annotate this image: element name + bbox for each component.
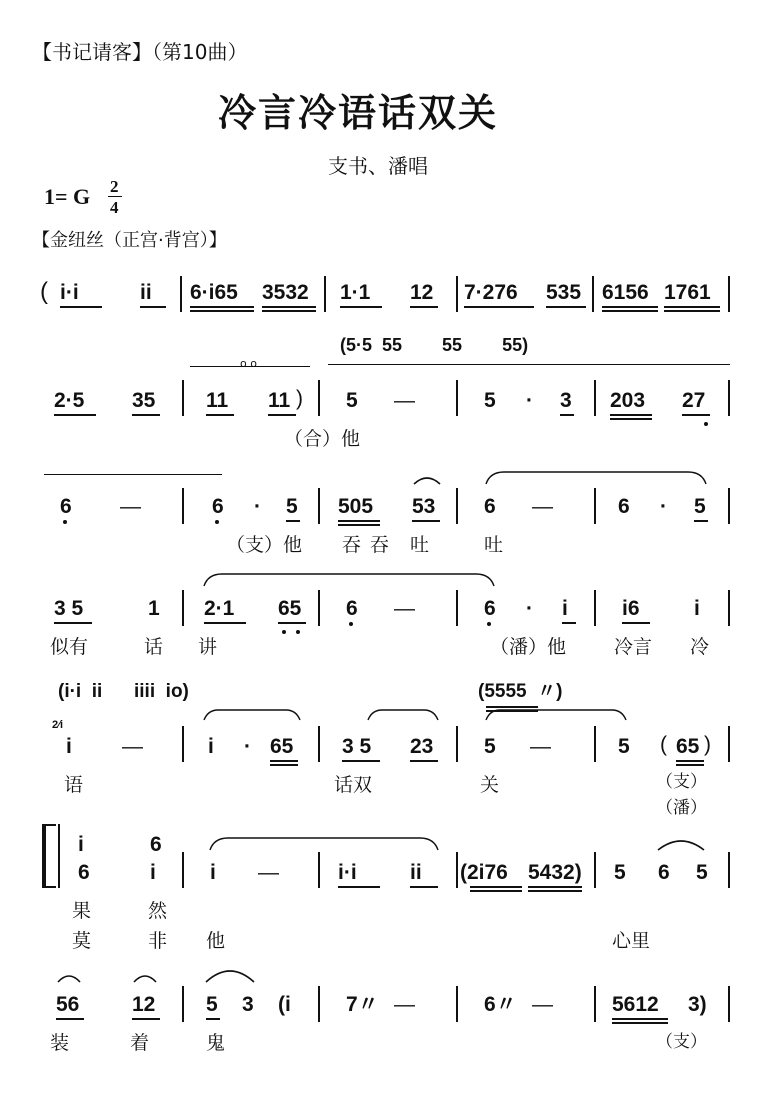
lyric: 心里 [612, 930, 651, 952]
beam-underline [612, 1022, 668, 1024]
barline [728, 726, 730, 762]
barline [594, 380, 596, 416]
tie-arc [656, 838, 706, 852]
note: 5 [614, 861, 626, 884]
note: 6 [658, 861, 670, 884]
note-group: 5432) [528, 861, 582, 884]
note-group: (2i76 [460, 861, 508, 884]
beam-underline [54, 622, 92, 624]
note-group: 5612 [612, 993, 659, 1016]
lyric: 吐 [410, 534, 430, 556]
lyric: （支） [656, 1032, 707, 1052]
dot: · [660, 495, 667, 518]
accompaniment: (5·5 55 55 55) [340, 335, 529, 355]
low-dot [704, 422, 708, 426]
barline [456, 726, 458, 762]
note-group: 3 5 [342, 735, 372, 758]
note-group: i·i [338, 861, 357, 884]
low-dot [296, 630, 300, 634]
tie-arc [204, 968, 256, 984]
lower-note: i [150, 861, 156, 884]
note-group: ii [410, 861, 422, 884]
beam-underline [412, 520, 440, 522]
beam-underline [190, 310, 254, 312]
time-sig-line [108, 196, 122, 197]
note-group: 3) [688, 993, 707, 1016]
slur-line [328, 364, 730, 365]
tie-arc [202, 572, 496, 588]
lyric: 冷言 [614, 636, 653, 658]
fermata-marks: o o [240, 357, 257, 370]
barline [728, 590, 730, 626]
note-group: 53 [412, 495, 436, 518]
note: 6 [484, 597, 496, 620]
lyric: 着 [130, 1032, 150, 1054]
note: i [66, 735, 72, 758]
dash: — [120, 495, 141, 518]
barline [318, 488, 320, 524]
grace-note: 2⁄i [52, 719, 64, 731]
note-group: (i [278, 993, 291, 1016]
section-label: 【书记请客】（第10曲） [32, 40, 248, 64]
barline [456, 852, 458, 888]
performers: 支书、潘唱 [328, 154, 428, 178]
beam-underline [270, 764, 298, 766]
beam-underline [528, 886, 582, 888]
brace-line [42, 824, 46, 888]
beam-underline [560, 414, 574, 416]
lyric: 话双 [334, 774, 373, 796]
note: 5 [694, 495, 706, 518]
beam-underline [286, 520, 300, 522]
note: 5 [484, 389, 496, 412]
beam-underline [270, 760, 298, 762]
note: 5 [286, 495, 298, 518]
tune-name: 【金纽丝（正宫·背宫）】 [32, 230, 227, 251]
beam-underline [664, 306, 720, 308]
lyric: 鬼 [206, 1032, 226, 1054]
brace-top [42, 824, 56, 826]
beam-underline [410, 306, 438, 308]
barline [318, 986, 320, 1022]
note-group: 3 5 [54, 597, 84, 620]
beam-underline [342, 760, 380, 762]
beam-underline [470, 886, 522, 888]
note-group: 505 [338, 495, 374, 518]
low-dot [63, 520, 67, 524]
barline [318, 380, 320, 416]
slur-line [44, 474, 222, 475]
note-group: i·i [60, 281, 79, 304]
barline [594, 488, 596, 524]
note: 5 [206, 993, 218, 1016]
note: 6 [212, 495, 224, 518]
note-group: 535 [546, 281, 582, 304]
dash: — [258, 861, 279, 884]
lyric: 关 [480, 774, 500, 796]
low-dot [349, 622, 353, 626]
lyric: 非 [148, 930, 168, 952]
note-group: 7·276 [464, 281, 518, 304]
lyric: 吞 [370, 534, 390, 556]
beam-underline [602, 310, 658, 312]
dash: — [532, 495, 553, 518]
note-group: 11 [206, 389, 229, 412]
beam-underline [528, 890, 582, 892]
barline [182, 852, 184, 888]
low-dot [282, 630, 286, 634]
lyric: 似有 [50, 636, 89, 658]
barline [182, 590, 184, 626]
low-dot [215, 520, 219, 524]
beam-underline [464, 306, 534, 308]
lyric: 吐 [484, 534, 504, 556]
note-group: ii [140, 281, 152, 304]
beam-underline [676, 760, 704, 762]
beam-underline [664, 310, 720, 312]
dash: — [394, 597, 415, 620]
time-sig-top: 2 [110, 177, 119, 196]
tremolo-note: 6〃 [484, 993, 517, 1016]
note: i [210, 861, 216, 884]
note-group: 2·5 [54, 389, 85, 412]
lyric: 语 [64, 774, 84, 796]
accompaniment: (5555 〃) [478, 681, 563, 702]
note: 5 [346, 389, 358, 412]
dash: — [394, 389, 415, 412]
brace-bottom [42, 886, 56, 888]
low-dot [487, 622, 491, 626]
song-title: 冷言冷语话双关 [218, 90, 499, 135]
beam-underline [694, 520, 708, 522]
note: 6 [484, 495, 496, 518]
beam-underline [132, 1018, 160, 1020]
barline [594, 726, 596, 762]
barline [182, 986, 184, 1022]
note: 6 [618, 495, 630, 518]
barline [182, 726, 184, 762]
note: 6 [346, 597, 358, 620]
beam-underline [190, 306, 254, 308]
note-group: 3532 [262, 281, 309, 304]
barline [456, 590, 458, 626]
lyric: 果 [72, 900, 92, 922]
note: 1 [148, 597, 160, 620]
barline [58, 824, 60, 888]
tie-arc [208, 836, 440, 852]
time-sig-bottom: 4 [110, 198, 119, 217]
note-group: 23 [410, 735, 434, 758]
dash: — [530, 735, 551, 758]
barline [728, 276, 730, 312]
note-group: 11 [268, 389, 291, 412]
barline [456, 986, 458, 1022]
beam-underline [612, 1018, 668, 1020]
note: 3 [242, 993, 254, 1016]
barline [180, 276, 182, 312]
lyric: 他 [206, 930, 226, 952]
beam-underline [602, 306, 658, 308]
note: i [208, 735, 214, 758]
lyric: 装 [50, 1032, 70, 1054]
paren-close: ) [296, 387, 303, 410]
beam-underline [262, 310, 316, 312]
barline [318, 852, 320, 888]
note-group: 2·1 [204, 597, 235, 620]
dot: · [526, 389, 533, 412]
tie-arc [366, 708, 440, 722]
tie-arc [484, 708, 628, 722]
tremolo-note: 7〃 [346, 993, 379, 1016]
note: 6 [60, 495, 72, 518]
beam-underline [278, 622, 306, 624]
lyric: （支）他 [226, 534, 303, 556]
barline [324, 276, 326, 312]
note: 5 [618, 735, 630, 758]
note-group: 65 [676, 735, 700, 758]
note: i [562, 597, 568, 620]
beam-underline [546, 306, 586, 308]
lyric: 话 [144, 636, 164, 658]
note: 3 [560, 389, 572, 412]
beam-underline [268, 414, 296, 416]
barline [594, 590, 596, 626]
beam-underline [340, 306, 382, 308]
barline [456, 276, 458, 312]
barline [182, 380, 184, 416]
beam-underline [622, 622, 650, 624]
barline [728, 852, 730, 888]
note-group: 12 [410, 281, 434, 304]
beam-underline [610, 418, 652, 420]
note-group: 1761 [664, 281, 711, 304]
upper-note: 6 [150, 833, 162, 856]
dash: — [122, 735, 143, 758]
paren-open: ( [660, 733, 667, 756]
paren-close: ) [704, 733, 711, 756]
beam-underline [338, 520, 380, 522]
beam-underline [682, 414, 710, 416]
lower-note: 6 [78, 861, 90, 884]
note: i [694, 597, 700, 620]
note-group: 203 [610, 389, 646, 412]
barline [318, 590, 320, 626]
lyric: 莫 [72, 930, 92, 952]
note-group: 27 [682, 389, 706, 412]
barline [594, 986, 596, 1022]
dot: · [254, 495, 261, 518]
beam-underline [610, 414, 652, 416]
beam-underline [262, 306, 316, 308]
key-signature: 1= G [44, 184, 91, 209]
note-group: 65 [278, 597, 302, 620]
beam-underline [206, 1018, 220, 1020]
note-group: 1·1 [340, 281, 371, 304]
beam-underline [206, 414, 234, 416]
tie-arc [132, 972, 158, 984]
tie-arc [202, 708, 302, 722]
lyric: 讲 [198, 636, 218, 658]
dash: — [532, 993, 553, 1016]
beam-underline [410, 760, 438, 762]
lyric: （合）他 [284, 428, 361, 450]
note-group: 6·i65 [190, 281, 238, 304]
upper-note: i [78, 833, 84, 856]
barline [728, 986, 730, 1022]
beam-underline [562, 622, 576, 624]
tie-arc [412, 474, 442, 486]
note-group: 6156 [602, 281, 649, 304]
accompaniment: (i·i ii iiii io) [58, 681, 189, 702]
lyric: 然 [148, 900, 168, 922]
lyric: 吞 [342, 534, 362, 556]
beam-underline [132, 414, 160, 416]
beam-underline [204, 622, 246, 624]
beam-underline [140, 306, 166, 308]
lyric: （潘）他 [490, 636, 567, 658]
lyric: （支） [656, 772, 707, 792]
barline [592, 276, 594, 312]
barline [318, 726, 320, 762]
beam-underline [676, 764, 704, 766]
note: 5 [696, 861, 708, 884]
dot: · [526, 597, 533, 620]
beam-underline [410, 886, 438, 888]
beam-underline [56, 1018, 84, 1020]
tie-arc [56, 972, 82, 984]
note-group: 65 [270, 735, 294, 758]
barline [182, 488, 184, 524]
barline [456, 488, 458, 524]
beam-underline [338, 524, 380, 526]
barline [594, 852, 596, 888]
lyric: 冷 [690, 636, 710, 658]
barline [728, 488, 730, 524]
barline [728, 380, 730, 416]
dash: — [394, 993, 415, 1016]
note-group: 35 [132, 389, 156, 412]
note-group: 56 [56, 993, 80, 1016]
beam-underline [470, 890, 522, 892]
beam-underline [60, 306, 102, 308]
note-group: 12 [132, 993, 156, 1016]
lyric: （潘） [656, 798, 707, 818]
paren-open: ( [40, 278, 48, 305]
tie-arc [484, 470, 708, 486]
note-group: i6 [622, 597, 640, 620]
beam-underline [338, 886, 380, 888]
dot: · [244, 735, 251, 758]
barline [456, 380, 458, 416]
beam-underline [54, 414, 96, 416]
note: 5 [484, 735, 496, 758]
